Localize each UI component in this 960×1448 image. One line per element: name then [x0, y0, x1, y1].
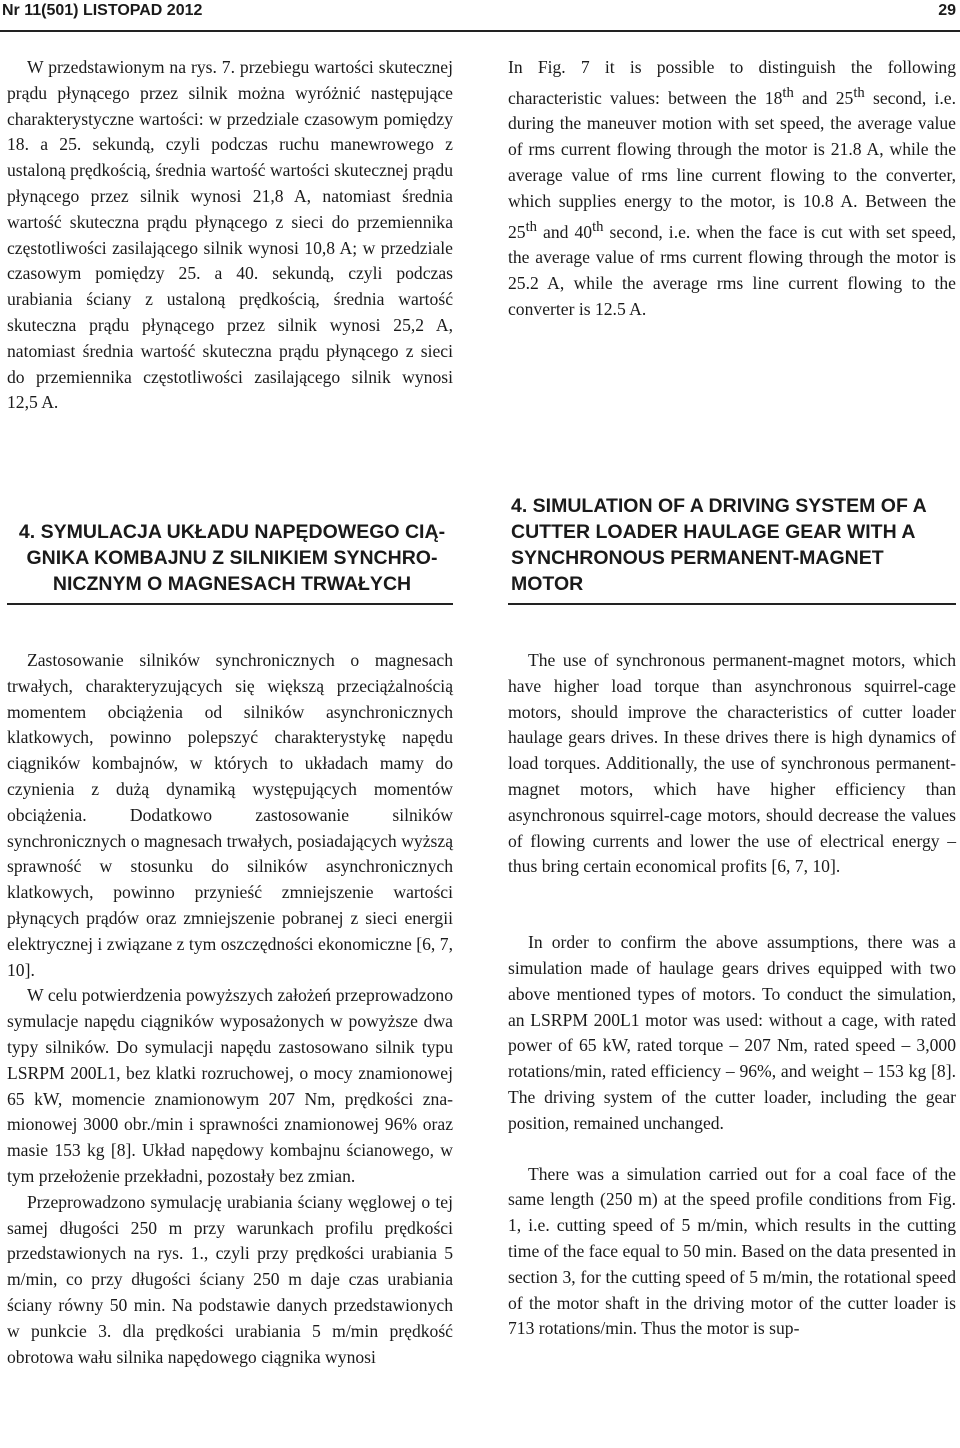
page-number: 29: [938, 2, 956, 19]
polish-intro-column: [7, 55, 453, 416]
english-section-heading: 4. SIMULATION OF A DRIVING SYSTEM OF A CUTTER LOADER HAULAGE GEAR WITH A SYNCHRONOUS PERMANENT-MAGNET MOTOR: [511, 495, 926, 595]
english-body-paragraph-3: There was a simulation carried out for a coal face of the same length (250 m) at the speed profile conditions from Fig. 1, i.e. cutting speed of 5 m/min, which results in the cutting time of the face equal to 50 min. Based on the data presented in section 3, for the cutting speed of 5 m/min, the rotational speed of the motor shaft in the driving motor of the cutter loader is 713 rotations/min. Thus the motor is sup-: [508, 1163, 956, 1339]
paragraph-spacer: [508, 1137, 956, 1162]
polish-section-heading: 4. SYMULACJA UKŁADU NAPĘDOWEGO CIĄGNIKA KOMBAJNU Z SILNIKIEM SYNCHRONICZNYM O MAGNESACH TRWAŁYCH: [18, 521, 446, 595]
polish-body-paragraph-2: W celu potwierdzenia powyższych założeń przeprowadzono symulacje napędu ciągników wyposażonych w powyższe dwa typy silników. Do symulacji napędu zastosowano silnik typu LSRPM 200L1, bez klatki rozruchowej, o mocy znamionowej 65 kW, momencie znamionowym 207 Nm, prędkości znamionowej 3000 obr./min i sprawności znamionowej 96% oraz masie 153 kg [8]. Układ napędowy kombajnu ścianowego, w tym przełożenie przekładni, pozostały bez zmian.: [7, 985, 453, 1186]
english-heading-rule: [508, 603, 956, 605]
journal-issue: Nr 11(501) LISTOPAD 2012: [2, 2, 203, 19]
english-intro-paragraph: In Fig. 7 it is possible to distinguish the following characteristic values: between the 18th and 25th second, i.e. during the maneuver motion with set speed, the average value of rms current flowing through the motor is 21.8 A, while the average value of rms line current flowing to the converter, which supplies energy to the motor, is 10.8 A. Between the 25th and 40th second, i.e. when the face is cut with set speed, the average value of rms current flowing through the motor is 25.2 A, while the average rms line current flowing to the converter is 12.5 A.: [508, 57, 956, 319]
polish-intro-paragraph: W przedstawionym na rys. 7. przebiegu wartości skutecznej prądu płynącego przez silnik można wyróżnić następujące charakterystyczne wartości: w przedziale czasowym pomiędzy 18. a 25. sekundą, czyli podczas ruchu manewrowego z ustaloną prędkością, średnia wartość wartości skutecznej prądu płynącego przez silnik wynosi 21,8 A, natomiast średnia wartość skuteczna prądu płynącego z sieci do przemiennika częstotliwości zasilającego silnik wynosi 10,8 A; w przedziale czasowym pomiędzy 25. a 40. sekundą, czyli podczas urabiania ściany z ustaloną prędkością, średnia wartość skuteczna prądu płynącego przez silnik wynosi 25,2 A, natomiast średnia wartość skuteczna prądu płynącego z sieci do przemiennika częstotliwości zasilającego silnik wynosi 12,5 A.: [7, 57, 453, 413]
page-header: [0, 0, 960, 32]
paragraph-spacer: [508, 880, 956, 905]
polish-body-column: [7, 648, 453, 1370]
english-intro-column: [508, 55, 956, 323]
polish-body-paragraph-1: Zastosowanie silników synchronicznych o magnesach trwałych, charakteryzujących się większą przeciążalnością momentem obciążenia od silników asynchronicznych klatkowych, powinno polepszyć charakterystykę napędu ciągników kombajnów, w których to układach mamy do czynienia z dużą dynamiką występujących momentów obciążenia. Dodatkowo zastosowanie silników synchronicznych o magnesach trwałych, posiadających wyższą sprawność w stosunku do silników asynchronicznych klatkowych, powinno przynieść zmniejszenie wartości płynących prądów oraz zmniejszenie pobranej z sieci energii elektrycznej i związane z tym oszczędności ekonomiczne [6, 7, 10].: [7, 650, 453, 980]
polish-heading-rule: [7, 603, 453, 605]
english-body-paragraph-1: The use of synchronous permanent-magnet motors, which have higher load torque than asynchronous squirrel-cage motors, should improve the characteristics of cutter loader haulage gears drives. In these drives there is high dynamics of load torques. Additionally, the use of synchronous permanent-magnet motors, which have higher efficiency than asynchronous squirrel-cage motors, should decrease the values of flowing currents and lower the use of electrical energy – thus bring certain economical profits [6, 7, 10].: [508, 650, 956, 877]
english-body-paragraph-2: In order to confirm the above assumptions, there was a simulation made of haulage gears drives equipped with two above mentioned types of motors. To conduct the simulation, an LSRPM 200L1 motor was used: without a cage, with rated power of 65 kW, rated torque – 207 Nm, rated speed – 3,000 rotations/min, rated efficiency – 96%, and weight – 153 kg [8]. The driving system of the cutter loader, including the gear position, remained unchanged.: [508, 932, 956, 1133]
polish-body-paragraph-3: Przeprowadzono symulację urabiania ściany węglowej o tej samej długości 250 m przy warunkach profilu prędkości przedstawionych na rys. 1., czyli przy prędkości urabiania 5 m/min, co przy długości ściany 250 m daje czas urabiania ściany równy 50 min. Na podstawie danych przedstawionych w punkcie 3. dla prędkości urabiania 5 m/min prędkość obrotowa wału silnika napędowego ciągnika wynosi: [7, 1191, 453, 1367]
english-body-column: [508, 648, 956, 1342]
paragraph-spacer: [508, 905, 956, 930]
